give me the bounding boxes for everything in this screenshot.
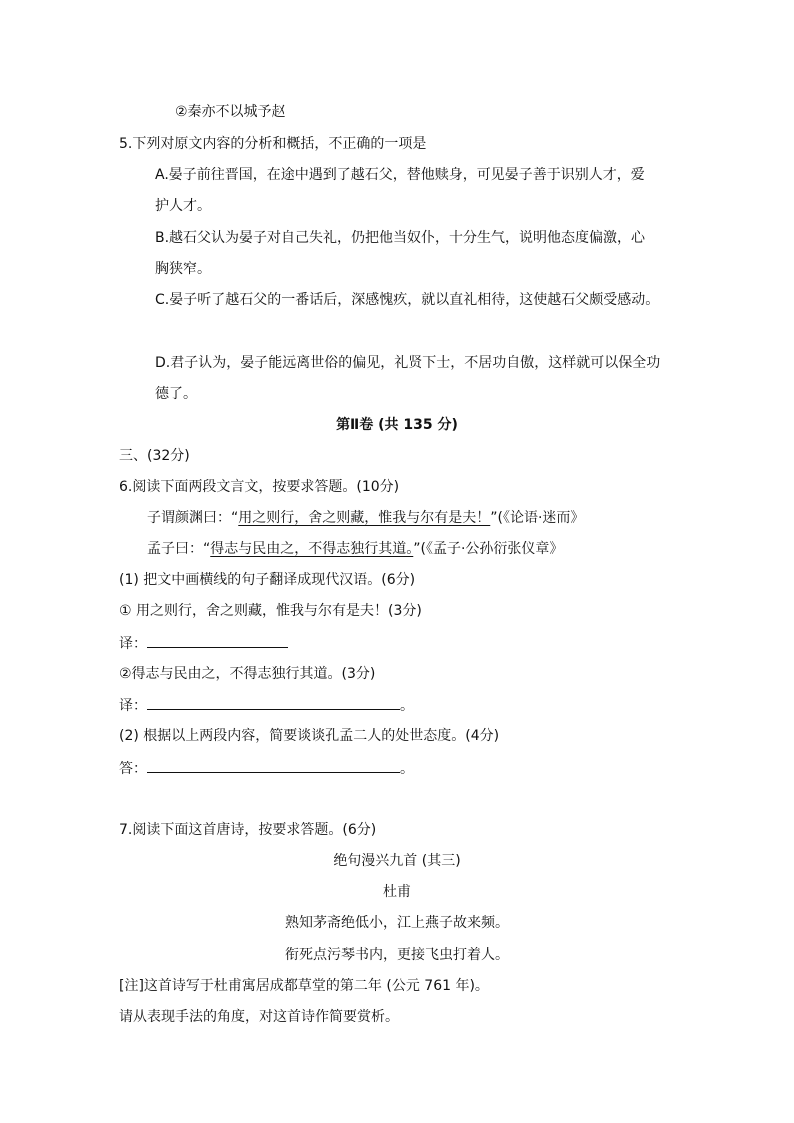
poem-title: 绝句漫兴九首 (其三) xyxy=(333,853,461,869)
period: 。 xyxy=(400,698,414,714)
q4-item-2: ②秦亦不以城予赵 xyxy=(175,104,286,120)
q6-passage-1 xyxy=(147,508,584,528)
q5-option-b-line2: 胸狭窄。 xyxy=(155,261,211,277)
q7-ask: 请从表现手法的角度，对这首诗作简要赏析。 xyxy=(119,1009,399,1025)
passage-1-source: ”(《论语·迷而》 xyxy=(490,510,585,526)
passage-2-source: ”(《孟子·公孙衍张仪章》 xyxy=(413,541,564,557)
answer-blank-2[interactable] xyxy=(147,695,400,710)
q6-sub1: (1) 把文中画横线的句子翻译成现代汉语。(6分) xyxy=(119,572,416,588)
q6-passage-2 xyxy=(147,539,563,559)
answer-blank-1[interactable] xyxy=(147,633,288,648)
section-2-title: 第Ⅱ卷 (共 135 分) xyxy=(336,417,458,433)
q6-stem: 6.阅读下面两段文言文，按要求答题。(10分) xyxy=(119,479,400,495)
q5-stem: 5.下列对原文内容的分析和概括，不正确的一项是 xyxy=(119,136,427,152)
period: 。 xyxy=(400,761,414,777)
q5-option-d-line1: D.君子认为，晏子能远离世俗的偏见，礼贤下士，不居功自傲，这样就可以保全功 xyxy=(155,355,661,371)
q6-sub2: (2) 根据以上两段内容，简要谈谈孔孟二人的处世态度。(4分) xyxy=(119,728,500,744)
part-3-heading: 三、(32分) xyxy=(119,448,190,464)
translation-label: 译： xyxy=(119,698,147,714)
q5-option-d-line2: 德了。 xyxy=(155,386,197,402)
q7-stem: 7.阅读下面这首唐诗，按要求答题。(6分) xyxy=(119,822,377,838)
answer-label: 答： xyxy=(119,761,147,777)
passage-2-intro: 孟子曰：“ xyxy=(147,541,211,557)
passage-2-underlined: 得志与民由之，不得志独行其道。 xyxy=(210,541,414,557)
q5-option-a-line1: A.晏子前往晋国，在途中遇到了越石父，替他赎身，可见晏子善于识别人才，爱 xyxy=(155,167,645,183)
q5-option-a-line2: 护人才。 xyxy=(155,198,211,214)
poem-line-1: 熟知茅斋绝低小，江上燕子故来频。 xyxy=(285,915,509,931)
q5-option-b-line1: B.越石父认为晏子对自己失礼，仍把他当奴仆，十分生气，说明他态度偏激，心 xyxy=(155,230,646,246)
q6-sub1-item2: ②得志与民由之，不得志独行其道。(3分) xyxy=(119,666,376,682)
q6-answer-line-2 xyxy=(119,695,414,716)
passage-1-underlined: 用之则行，舍之则藏，惟我与尔有是夫！ xyxy=(238,510,491,526)
poem-line-2: 衔死点污琴书内，更接飞虫打着人。 xyxy=(285,947,509,963)
q6-sub1-item1: ① 用之则行，舍之则藏，惟我与尔有是夫！(3分) xyxy=(119,603,422,619)
answer-blank-3[interactable] xyxy=(147,758,400,773)
poem-note: [注]这首诗写于杜甫寓居成都草堂的第二年 (公元 761 年)。 xyxy=(119,978,489,994)
q6-answer-line-3 xyxy=(119,758,414,779)
q6-answer-line-1 xyxy=(119,633,288,654)
passage-1-intro: 子谓颜渊曰：“ xyxy=(147,510,239,526)
translation-label: 译： xyxy=(119,636,147,652)
poem-author: 杜甫 xyxy=(383,884,411,900)
q5-option-c: C.晏子听了越石父的一番话后，深感愧疚，就以直礼相待，这使越石父颇受感动。 xyxy=(155,292,660,308)
